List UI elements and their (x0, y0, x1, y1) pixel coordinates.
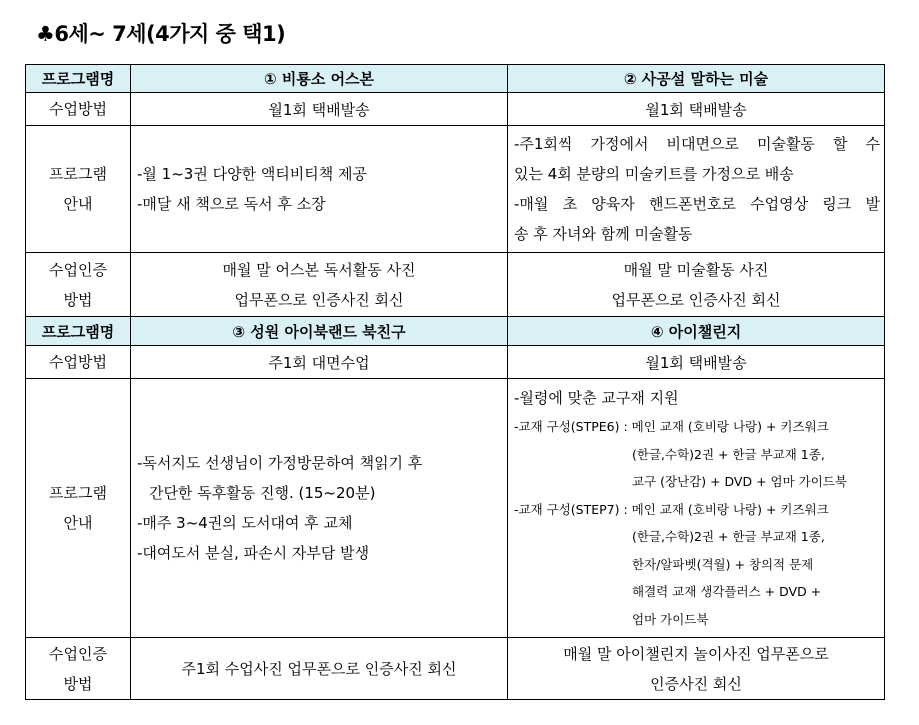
class-cert-4: 매월 말 아이챌린지 놀이사진 업무폰으로 인증사진 회신 (508, 638, 885, 700)
class-cert-1: 매월 말 어스본 독서활동 사진 업무폰으로 인증사진 회신 (131, 253, 508, 317)
program-info-4: -월령에 맞춘 교구재 지원 -교재 구성(STPE6) : 메인 교재 (호비랑 나랑) + 키즈워크 (한글,수학)2권 + 한글 부교재 1종, 교구 (장난감) + DVD + 엄마 가이드북 -교재 구성(STEP7) : 메인 교재 (호비랑 나랑) + 키즈워크 (한글,수학)2권 + 한글 부교재 1종, 한자/알파벳(격월) + 창의적 문제 해결력 교재 생각플러스 + DVD + 엄마 가이드북 (508, 379, 885, 638)
page-title: ♣6세~ 7세(4가지 중 택1) (36, 22, 286, 46)
table-row (26, 346, 885, 379)
program-name-3: ③ 성원 아이북랜드 북친구 (131, 317, 508, 346)
class-method-3: 주1회 대면수업 (131, 346, 508, 379)
program-name-4: ④ 아이챌린지 (508, 317, 885, 346)
class-method-label: 수업방법 (26, 346, 131, 379)
program-info-3: -독서지도 선생님이 가정방문하여 책읽기 후 간단한 독후활동 진행. (15~20분) -매주 3~4권의 도서대여 후 교체 -대여도서 분실, 파손시 자부담 발생 (131, 379, 508, 638)
program-name-label: 프로그램명 (26, 65, 131, 93)
class-method-4: 월1회 택배발송 (508, 346, 885, 379)
table-header-row (26, 65, 885, 93)
class-cert-label: 수업인증 방법 (26, 253, 131, 317)
table-row (26, 126, 885, 253)
class-method-label: 수업방법 (26, 93, 131, 126)
program-info-label: 프로그램 안내 (26, 379, 131, 638)
class-cert-2: 매월 말 미술활동 사진 업무폰으로 인증사진 회신 (508, 253, 885, 317)
program-table (25, 64, 885, 700)
table-row (26, 93, 885, 126)
table-row (26, 638, 885, 700)
program-info-2: -주1회씩 가정에서 비대면으로 미술활동 할 수 있는 4회 분량의 미술키트를 가정으로 배송 -매월 초 양육자 핸드폰번호로 수업영상 링크 발 송 후 자녀와 함께 미술활동 (508, 126, 885, 253)
class-method-1: 월1회 택배발송 (131, 93, 508, 126)
class-cert-label: 수업인증 방법 (26, 638, 131, 700)
class-cert-3: 주1회 수업사진 업무폰으로 인증사진 회신 (131, 638, 508, 700)
program-info-label: 프로그램 안내 (26, 126, 131, 253)
program-name-2: ② 사공설 말하는 미술 (508, 65, 885, 93)
program-info-1: -월 1~3권 다양한 액티비티책 제공 -매달 새 책으로 독서 후 소장 (131, 126, 508, 253)
program-name-1: ① 비룡소 어스본 (131, 65, 508, 93)
class-method-2: 월1회 택배발송 (508, 93, 885, 126)
table-row (26, 379, 885, 638)
table-header-row (26, 317, 885, 346)
table-row (26, 253, 885, 317)
program-name-label: 프로그램명 (26, 317, 131, 346)
